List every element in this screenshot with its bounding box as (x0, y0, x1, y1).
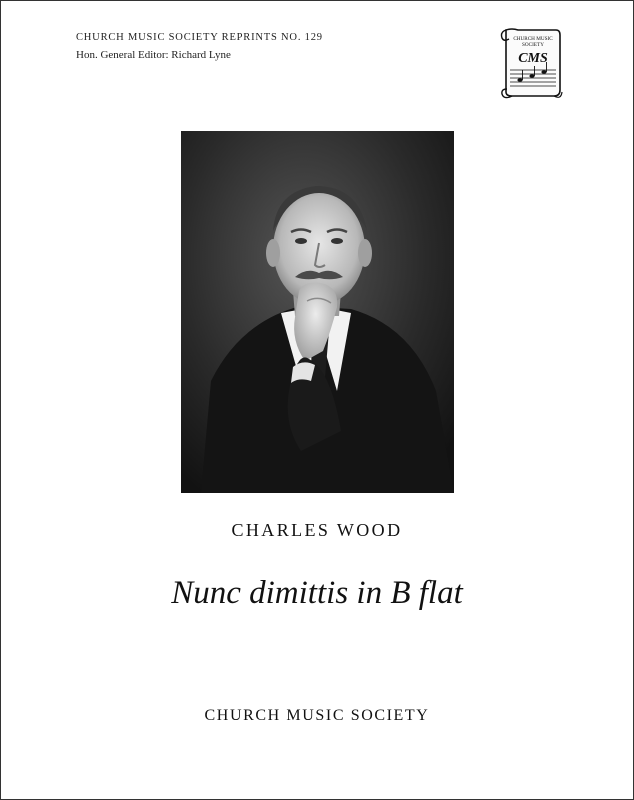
cms-logo (498, 26, 564, 102)
composer-portrait-photo (181, 131, 454, 493)
portrait-icon (181, 131, 454, 493)
editor-credit: Hon. General Editor: Richard Lyne (76, 49, 231, 61)
publisher-name: CHURCH MUSIC SOCIETY (204, 707, 430, 724)
work-title: Nunc dimittis in B flat (171, 575, 463, 611)
logo-monogram: CMS (518, 51, 548, 66)
logo-text-line2: SOCIETY (522, 42, 544, 48)
composer-name: CHARLES WOOD (231, 520, 403, 540)
logo-text-line1: CHURCH MUSIC (513, 36, 553, 42)
series-title: CHURCH MUSIC SOCIETY REPRINTS NO. 129 (76, 32, 323, 43)
